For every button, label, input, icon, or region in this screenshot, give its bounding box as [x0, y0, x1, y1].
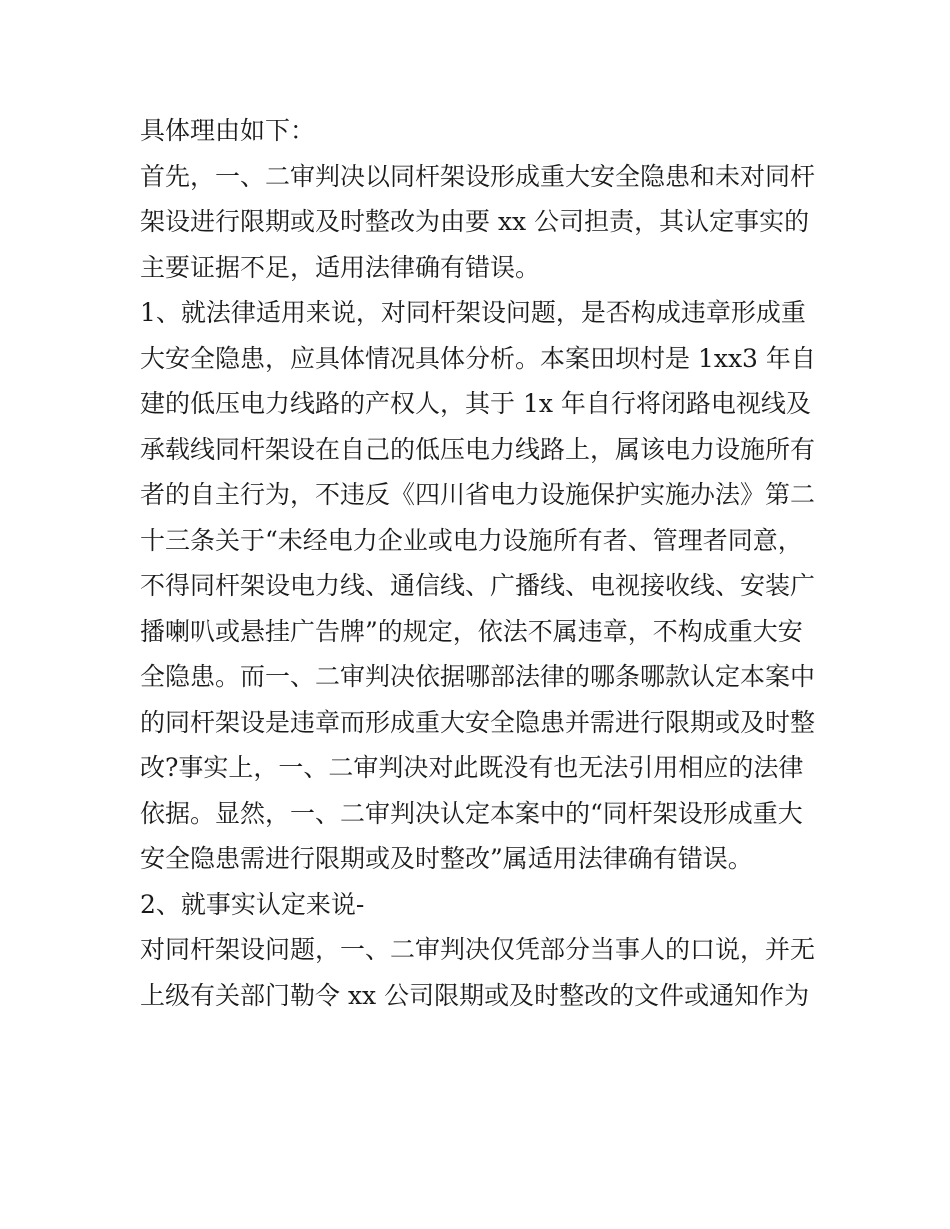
text-line: 承载线同杆架设在自己的低压电力线路上，属该电力设施所有	[140, 434, 816, 464]
text-line: 具体理由如下：	[140, 116, 316, 145]
text-line: 对同杆架设问题，一、二审判决仅凭部分当事人的口说，并无	[140, 935, 816, 964]
text-line: 者的自主行为，不违反《四川省电力设施保护实施办法》第二	[140, 480, 816, 509]
text-line: 上级有关部门勒令 xx 公司限期或及时整改的文件或通知作为	[140, 980, 810, 1010]
text-line: 播喇叭或悬挂广告牌”的规定，依法不属违章，不构成重大安	[140, 616, 803, 646]
text-line: 首先，一、二审判决以同杆架设形成重大安全隐患和未对同杆	[140, 161, 816, 191]
document-body	[140, 108, 840, 1018]
text-line: 安全隐患需进行限期或及时整改”属适用法律确有错误。	[140, 844, 753, 873]
text-line: 架设进行限期或及时整改为由要 xx 公司担责，其认定事实的	[140, 207, 810, 236]
text-line: 依据。显然，一、二审判决认定本案中的“同杆架设形成重大	[140, 798, 803, 828]
text-line: 十三条关于“未经电力企业或电力设施所有者、管理者同意，	[140, 525, 803, 555]
text-line: 全隐患。而一、二审判决依据哪部法律的哪条哪款认定本案中	[140, 662, 816, 691]
text-line: 建的低压电力线路的产权人，其于 1x 年自行将闭路电视线及	[140, 389, 811, 418]
text-line: 1、就法律适用来说，对同杆架设问题，是否构成违章形成重	[140, 298, 806, 327]
text-line: 大安全隐患，应具体情况具体分析。本案田坝村是 1xx3 年自	[140, 343, 816, 373]
text-line: 不得同杆架设电力线、通信线、广播线、电视接收线、安装广	[140, 571, 816, 600]
text-line: 2、就事实认定来说-	[140, 889, 365, 919]
text-line: 主要证据不足，适用法律确有错误。	[140, 252, 541, 282]
text-line: 的同杆架设是违章而形成重大安全隐患并需进行限期或及时整	[140, 707, 816, 737]
text-line: 改?事实上，一、二审判决对此既没有也无法引用相应的法律	[140, 753, 804, 782]
